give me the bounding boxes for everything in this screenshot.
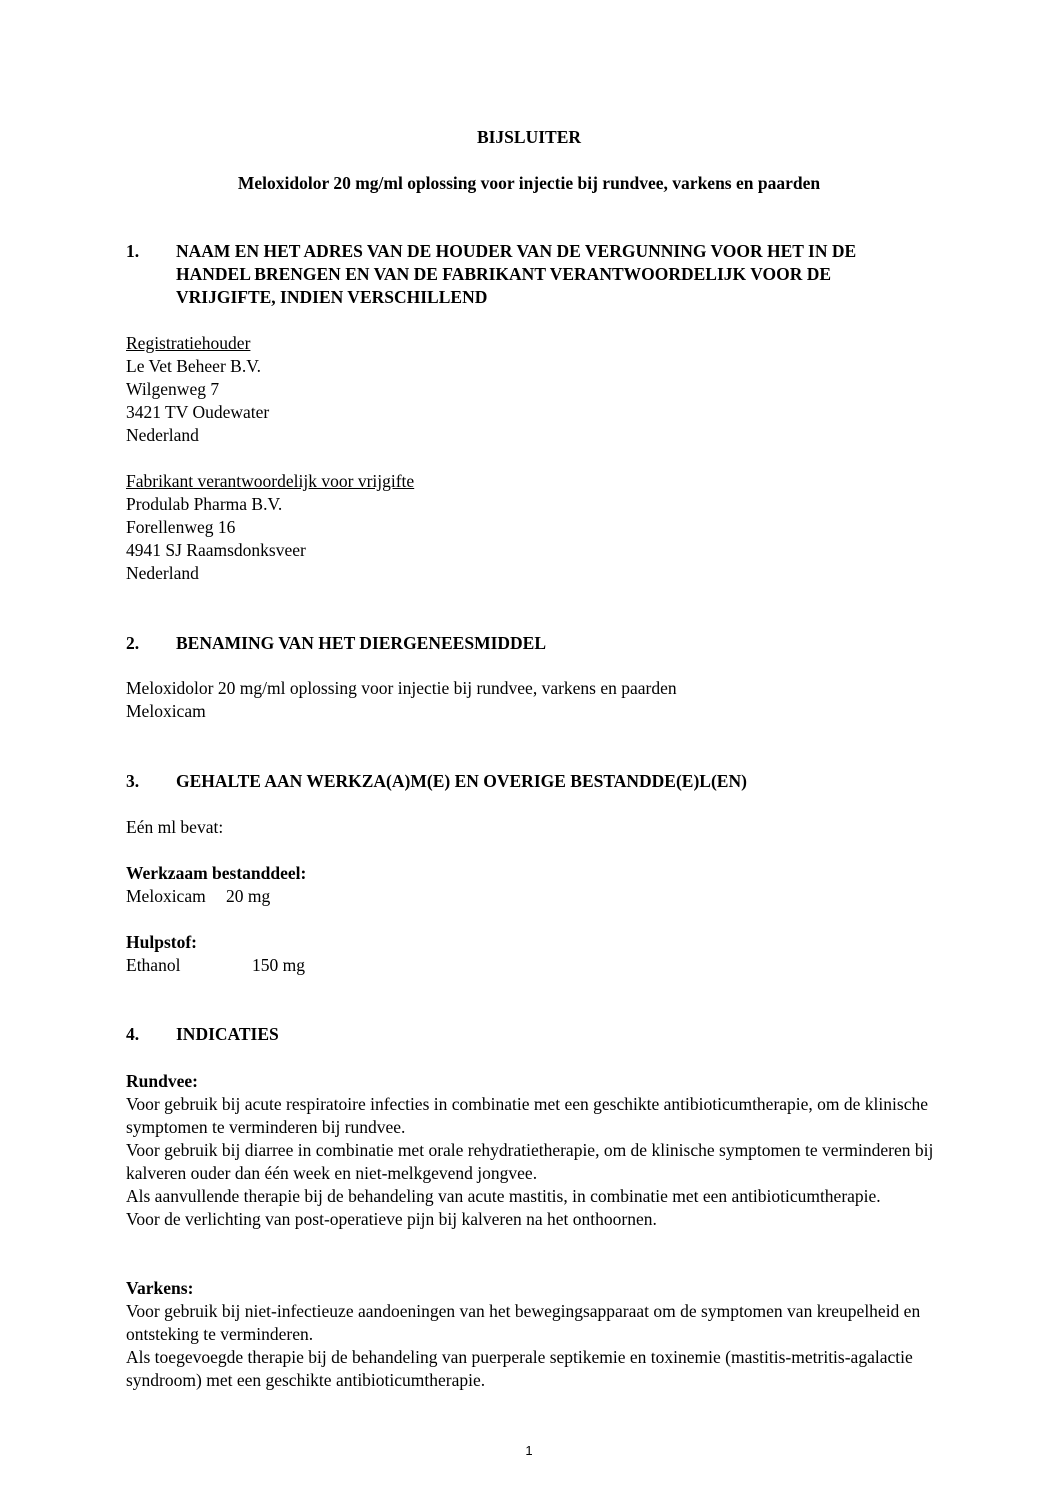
active-substance-amount: 20 mg (226, 886, 271, 906)
section-3-number: 3. (126, 771, 140, 791)
holder-line: Le Vet Beheer B.V. (126, 356, 261, 376)
excipient-block (126, 931, 936, 977)
composition-intro (126, 816, 936, 839)
document-title: BIJSLUITER (476, 127, 582, 147)
holder-line: Nederland (126, 425, 199, 445)
excipient-row (126, 954, 936, 977)
section-4-title: INDICATIES (176, 1024, 279, 1044)
section-1-heading (126, 240, 926, 309)
document-subtitle: Meloxidolor 20 mg/ml oplossing voor injectie bij rundvee, varkens en paarden (237, 173, 821, 193)
section-2-heading (126, 632, 926, 655)
holder-address-block (126, 332, 936, 447)
manufacturer-line: 4941 SJ Raamsdonksveer (126, 540, 306, 560)
pigs-indication-paragraph: Voor gebruik bij niet-infectieuze aandoeningen van het bewegingsapparaat om de symptomen van kreupelheid en ontsteking te verminderen. (126, 1301, 921, 1344)
pigs-indications-block (126, 1277, 936, 1392)
product-name-block (126, 677, 936, 723)
excipient-name: Ethanol (126, 955, 181, 975)
active-substance-label: Werkzaam bestanddeel: (126, 863, 307, 883)
active-substance-block (126, 862, 936, 908)
composition-intro-text: Eén ml bevat: (126, 817, 224, 837)
cattle-indications-block (126, 1070, 936, 1231)
section-3-title: GEHALTE AAN WERKZA(A)M(E) EN OVERIGE BESTANDDE(E)L(EN) (176, 771, 747, 791)
section-2-number: 2. (126, 633, 140, 653)
holder-line: Wilgenweg 7 (126, 379, 220, 399)
section-1-number: 1. (126, 241, 140, 261)
holder-label: Registratiehouder (126, 333, 251, 353)
section-4-number: 4. (126, 1024, 140, 1044)
product-name-line: Meloxicam (126, 701, 206, 721)
active-substance-row (126, 885, 936, 908)
cattle-label: Rundvee: (126, 1071, 198, 1091)
page-number: 1 (525, 1443, 533, 1458)
pigs-label: Varkens: (126, 1278, 194, 1298)
section-3-heading (126, 770, 926, 793)
cattle-indication-paragraph: Voor gebruik bij acute respiratoire infecties in combinatie met een geschikte antibioticumtherapie, om de klinische symptomen te verminderen bij rundvee. (126, 1094, 928, 1137)
excipient-label: Hulpstof: (126, 932, 197, 952)
section-1-title: NAAM EN HET ADRES VAN DE HOUDER VAN DE VERGUNNING VOOR HET IN DE HANDEL BRENGEN EN VAN DE FABRIKANT VERANTWOORDELIJK VOOR DE VRIJGIFTE, INDIEN VERSCHILLEND (176, 241, 857, 307)
cattle-indication-paragraph: Voor de verlichting van post-operatieve pijn bij kalveren na het onthoornen. (126, 1209, 657, 1229)
product-name-line: Meloxidolor 20 mg/ml oplossing voor injectie bij rundvee, varkens en paarden (126, 678, 677, 698)
manufacturer-label: Fabrikant verantwoordelijk voor vrijgifte (126, 471, 415, 491)
manufacturer-line: Nederland (126, 563, 199, 583)
section-4-heading (126, 1023, 926, 1046)
active-substance-name: Meloxicam (126, 886, 206, 906)
cattle-indication-paragraph: Voor gebruik bij diarree in combinatie met orale rehydratietherapie, om de klinische symptomen te verminderen bij kalveren ouder dan één week en niet-melkgevend jongvee. (126, 1140, 934, 1183)
section-2-title: BENAMING VAN HET DIERGENEESMIDDEL (176, 633, 547, 653)
excipient-amount: 150 mg (252, 955, 305, 975)
manufacturer-address-block (126, 470, 936, 585)
pigs-indication-paragraph: Als toegevoegde therapie bij de behandeling van puerperale septikemie en toxinemie (mastitis-metritis-agalactie syndroom) met een geschikte antibioticumtherapie. (126, 1347, 913, 1390)
manufacturer-line: Produlab Pharma B.V. (126, 494, 283, 514)
holder-line: 3421 TV Oudewater (126, 402, 270, 422)
manufacturer-line: Forellenweg 16 (126, 517, 236, 537)
cattle-indication-paragraph: Als aanvullende therapie bij de behandeling van acute mastitis, in combinatie met een antibioticumtherapie. (126, 1186, 881, 1206)
